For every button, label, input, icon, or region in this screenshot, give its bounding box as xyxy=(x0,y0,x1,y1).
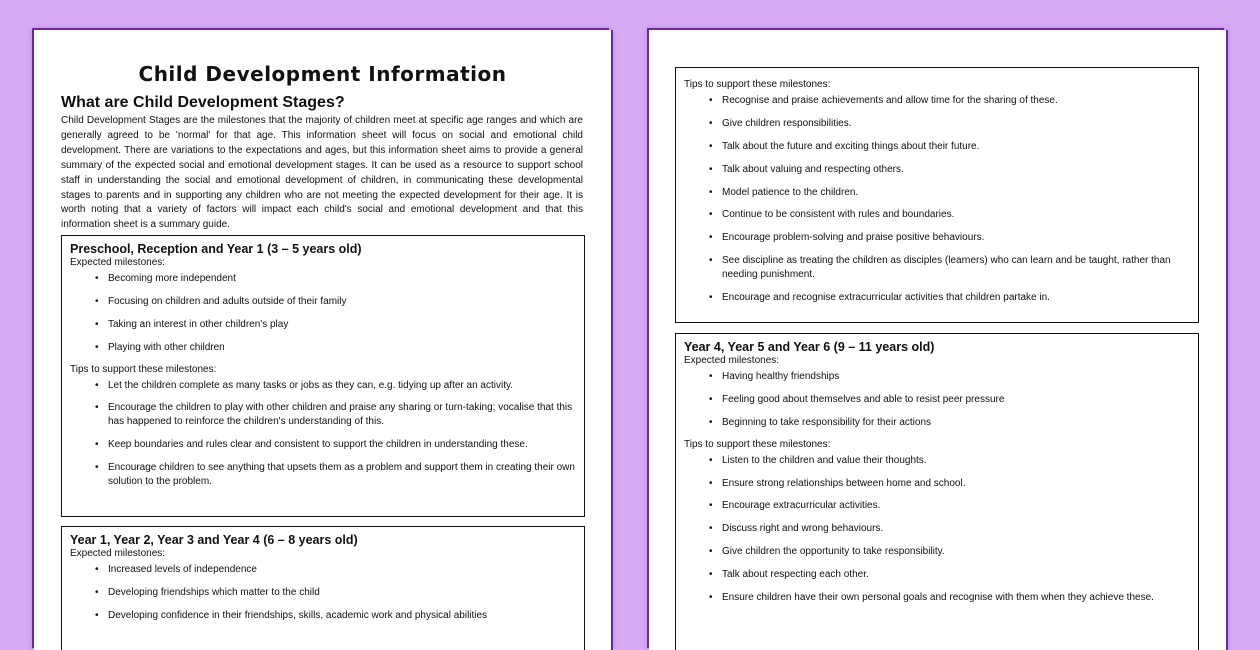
list-item: • Talk about the future and exciting things about their future. xyxy=(722,140,1190,154)
list-item: • Give children the opportunity to take responsibility. xyxy=(722,545,1190,559)
right-page xyxy=(649,30,1226,650)
section-box-3-5-years xyxy=(61,235,585,517)
section-box-6-8-years xyxy=(61,526,585,650)
list-item: • See discipline as treating the children as disciples (learners) who can learn and be taught, rather than needing punishment. xyxy=(722,254,1190,282)
list-item: • Let the children complete as many tasks or jobs as they can, e.g. tidying up after an activity. xyxy=(108,379,576,393)
left-page xyxy=(34,30,611,650)
document-title: Child Development Information xyxy=(138,62,507,86)
list-item: • Developing confidence in their friendships, skills, academic work and physical abilities xyxy=(108,609,576,623)
intro-heading: What are Child Development Stages? xyxy=(61,94,345,111)
section-heading: Year 1, Year 2, Year 3 and Year 4 (6 – 8 years old) xyxy=(70,533,358,547)
list-item: • Ensure children have their own personal goals and recognise with them when they achieve these. xyxy=(722,591,1190,605)
list-item: • Encourage and recognise extracurricular activities that children partake in. xyxy=(722,291,1190,305)
list-item: • Listen to the children and value their thoughts. xyxy=(722,454,1190,468)
milestones-list xyxy=(684,370,1190,430)
list-item: • Ensure strong relationships between home and school. xyxy=(722,477,1190,491)
list-item: • Encourage the children to play with other children and praise any sharing or turn-taking; vocalise that this has happened to reinforce the children's understanding of this. xyxy=(108,401,576,429)
list-item: • Model patience to the children. xyxy=(722,186,1190,200)
list-item: • Keep boundaries and rules clear and consistent to support the children in understanding these. xyxy=(108,438,576,452)
list-item: • Playing with other children xyxy=(108,341,576,355)
list-item: • Continue to be consistent with rules and boundaries. xyxy=(722,208,1190,222)
tips-list xyxy=(70,379,576,489)
tips-list xyxy=(684,94,1190,305)
tips-label: Tips to support these milestones: xyxy=(70,363,217,375)
section-box-9-11-years xyxy=(675,333,1199,650)
list-item: • Encourage children to see anything that upsets them as a problem and support them in creating their own solution to the problem. xyxy=(108,461,576,489)
milestones-list xyxy=(70,563,576,623)
intro-paragraph: Child Development Stages are the milestones that the majority of children meet at specific age ranges and which are generally agreed to be 'normal' for that age. This information sheet will focus on social and emotional child development. There are variations to the expectations and ages, but this information sheet aims to provide a general summary of the expected social and emotional development stages. It can be used as a resource to support school staff in understanding the social and emotional development of children, in communicating these developmental stages to parents and in supporting any children who are not meeting the expected development for their age. It is worth noting that a variety of factors will impact each child's social and emotional development and that this information sheet is a summary guide. xyxy=(61,115,583,231)
list-item: • Recognise and praise achievements and allow time for the sharing of these. xyxy=(722,94,1190,108)
milestones-label: Expected milestones: xyxy=(70,548,166,559)
list-item: • Feeling good about themselves and able to resist peer pressure xyxy=(722,393,1190,407)
tips-label: Tips to support these milestones: xyxy=(684,438,831,450)
list-item: • Talk about valuing and respecting others. xyxy=(722,163,1190,177)
list-item: • Focusing on children and adults outside of their family xyxy=(108,295,576,309)
list-item: • Encourage problem-solving and praise positive behaviours. xyxy=(722,231,1190,245)
list-item: • Taking an interest in other children's play xyxy=(108,318,576,332)
list-item: • Having healthy friendships xyxy=(722,370,1190,384)
section-heading: Year 4, Year 5 and Year 6 (9 – 11 years old) xyxy=(684,340,935,354)
list-item: • Beginning to take responsibility for their actions xyxy=(722,416,1190,430)
milestones-label: Expected milestones: xyxy=(684,355,780,366)
list-item: • Talk about respecting each other. xyxy=(722,568,1190,582)
section-heading: Preschool, Reception and Year 1 (3 – 5 years old) xyxy=(70,242,362,256)
list-item: • Increased levels of independence xyxy=(108,563,576,577)
tips-list xyxy=(684,454,1190,605)
list-item: • Encourage extracurricular activities. xyxy=(722,499,1190,513)
section-box-6-8-years-tips xyxy=(675,67,1199,323)
tips-label: Tips to support these milestones: xyxy=(684,79,831,90)
list-item: • Discuss right and wrong behaviours. xyxy=(722,522,1190,536)
milestones-label: Expected milestones: xyxy=(70,257,166,268)
list-item: • Give children responsibilities. xyxy=(722,117,1190,131)
list-item: • Developing friendships which matter to the child xyxy=(108,586,576,600)
milestones-list xyxy=(70,272,576,354)
list-item: • Becoming more independent xyxy=(108,272,576,286)
